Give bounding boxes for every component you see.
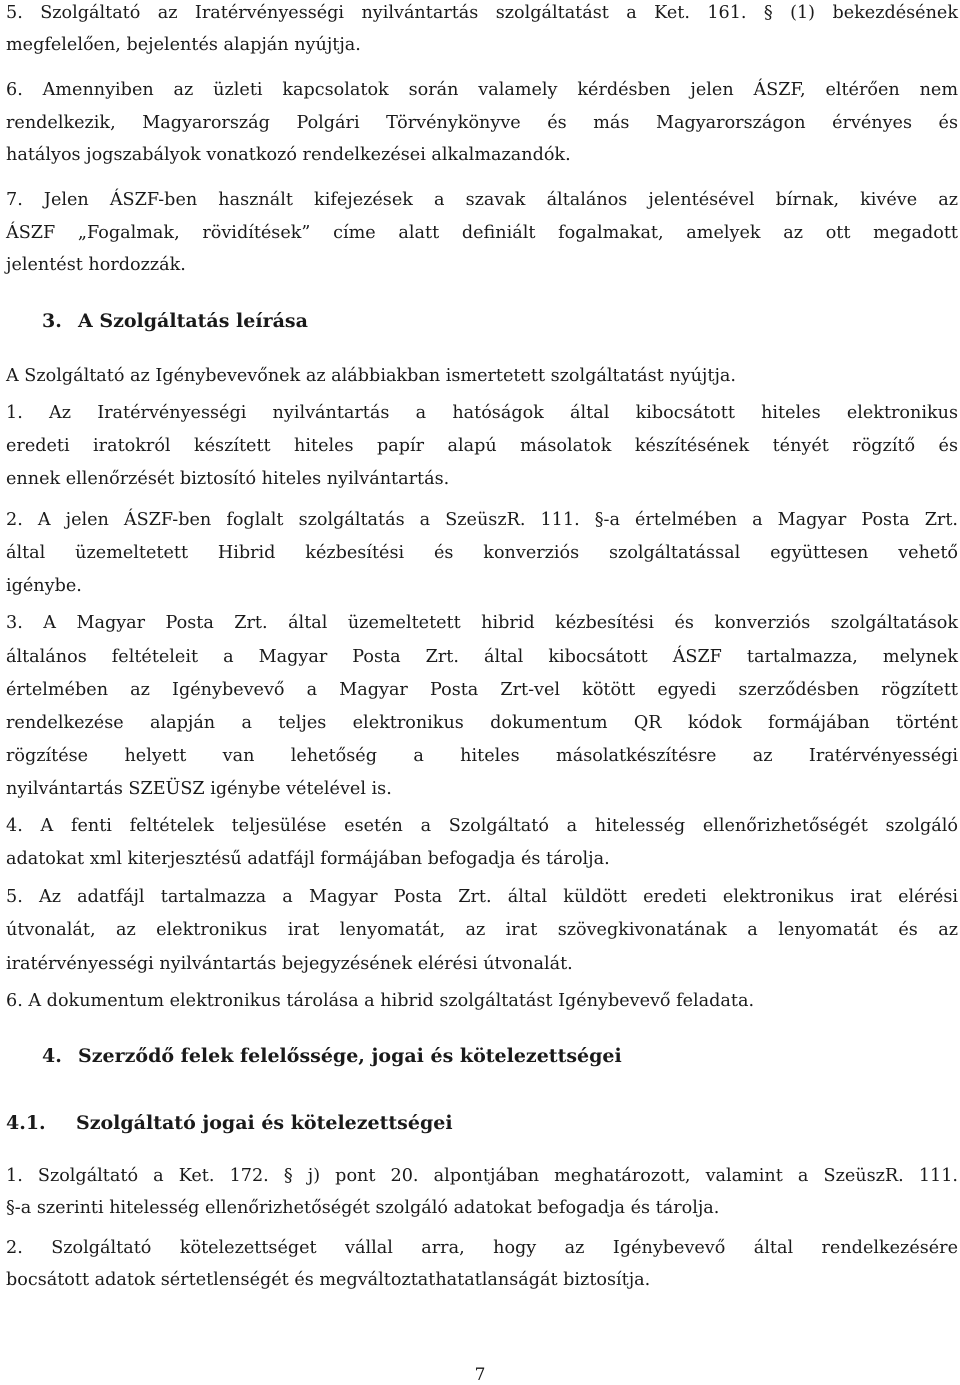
section-3-item-3-line: rögzítése helyett van lehetőség a hiteles másolatkészítésre az Iratérvényességi: [6, 746, 958, 766]
section-3-item-1-line: ennek ellenőrzését biztosító hiteles nyilvántartás.: [6, 469, 450, 489]
section-3-item-3-line: 3. A Magyar Posta Zrt. által üzemeltetett hibrid kézbesítési és konverziós szolgáltatások: [6, 613, 958, 633]
section-3-heading: [42, 308, 742, 334]
paragraph-7-line: jelentést hordozzák.: [6, 255, 186, 275]
section-3-item-4-line: adatokat xml kiterjesztésű adatfájl formájában befogadja és tárolja.: [6, 849, 610, 869]
section-3-item-3-line: általános feltételeit a Magyar Posta Zrt. által kibocsátott ÁSZF tartalmazza, melynek: [6, 647, 958, 667]
section-3-item-1-line: 1. Az Iratérvényességi nyilvántartás a hatóságok által kibocsátott hiteles elektronikus: [6, 403, 958, 423]
section-3-item-3-line: nyilvántartás SZEÜSZ igénybe vételével is.: [6, 779, 392, 799]
section-3-item-4-line: 4. A fenti feltételek teljesülése esetén a Szolgáltató a hitelesség ellenőrizhetőségét szolgáló: [6, 816, 958, 836]
section-3-title: A Szolgáltatás leírása: [78, 310, 308, 332]
paragraph-6-line: hatályos jogszabályok vonatkozó rendelkezései alkalmazandók.: [6, 145, 571, 165]
section-3-item-5-line: útvonalát, az elektronikus irat lenyomatát, az irat szövegkivonatának a lenyomatát és az: [6, 920, 958, 940]
paragraph-6-line: rendelkezik, Magyarország Polgári Törvénykönyve és más Magyarországon érvényes és: [6, 113, 958, 133]
section-4-1-title: Szolgáltató jogai és kötelezettségei: [76, 1112, 453, 1134]
section-4-1-item-2-line: 2. Szolgáltató kötelezettséget vállal arra, hogy az Igénybevevő által rendelkezésére: [6, 1238, 958, 1258]
section-4-1-heading: [6, 1110, 706, 1136]
section-3-item-2-line: 2. A jelen ÁSZF-ben foglalt szolgáltatás a SzeüszR. 111. §-a értelmében a Magyar Posta Zrt.: [6, 510, 958, 530]
section-4-1-item-1-line: 1. Szolgáltató a Ket. 172. § j) pont 20. alpontjában meghatározott, valamint a SzeüszR. 111.: [6, 1166, 958, 1186]
section-3-item-1-line: eredeti iratokról készített hiteles papír alapú másolatok készítésének tényét rögzítő és: [6, 436, 958, 456]
section-4-1-item-2-line: bocsátott adatok sértetlenségét és megváltoztathatatlanságát biztosítja.: [6, 1270, 651, 1290]
paragraph-7-line: 7. Jelen ÁSZF-ben használt kifejezések a szavak általános jelentésével bírnak, kivéve az: [6, 190, 958, 210]
section-3-number: 3.: [42, 310, 62, 332]
section-3-item-3-line: értelmében az Igénybevevő a Magyar Posta Zrt-vel kötött egyedi szerződésben rögzített: [6, 680, 958, 700]
paragraph-6-line: 6. Amennyiben az üzleti kapcsolatok során valamely kérdésben jelen ÁSZF, eltérően nem: [6, 80, 958, 100]
paragraph-7-line: ÁSZF „Fogalmak, rövidítések” címe alatt definiált fogalmakat, amelyek az ott megadott: [6, 223, 958, 243]
section-3-intro: A Szolgáltató az Igénybevevőnek az alábbiakban ismertetett szolgáltatást nyújtja.: [6, 366, 736, 386]
section-3-item-5-line: iratérvényességi nyilvántartás bejegyzésének elérési útvonalát.: [6, 954, 573, 974]
section-3-item-2-line: által üzemeltetett Hibrid kézbesítési és konverziós szolgáltatással együttesen vehető: [6, 543, 958, 563]
section-3-item-5-line: 5. Az adatfájl tartalmazza a Magyar Posta Zrt. által küldött eredeti elektronikus irat elérési: [6, 887, 958, 907]
section-4-1-number: 4.1.: [6, 1112, 46, 1134]
section-3-item-3-line: rendelkezése alapján a teljes elektronikus dokumentum QR kódok formájában történt: [6, 713, 958, 733]
section-4-number: 4.: [42, 1045, 62, 1067]
section-4-title: Szerződő felek felelőssége, jogai és kötelezettségei: [78, 1045, 622, 1067]
paragraph-5-line: megfelelően, bejelentés alapján nyújtja.: [6, 35, 361, 55]
page-number: 7: [474, 1365, 486, 1385]
section-3-item-2-line: igénybe.: [6, 576, 82, 596]
section-4-1-item-1-line: §-a szerinti hitelesség ellenőrizhetőségét szolgáló adatokat befogadja és tárolja.: [6, 1198, 720, 1218]
section-4-heading: [42, 1043, 742, 1069]
paragraph-5-line: 5. Szolgáltató az Iratérvényességi nyilvántartás szolgáltatást a Ket. 161. § (1) bekezdésének: [6, 3, 958, 23]
section-3-item-6-line: 6. A dokumentum elektronikus tárolása a hibrid szolgáltatást Igénybevevő feladata.: [6, 991, 755, 1011]
